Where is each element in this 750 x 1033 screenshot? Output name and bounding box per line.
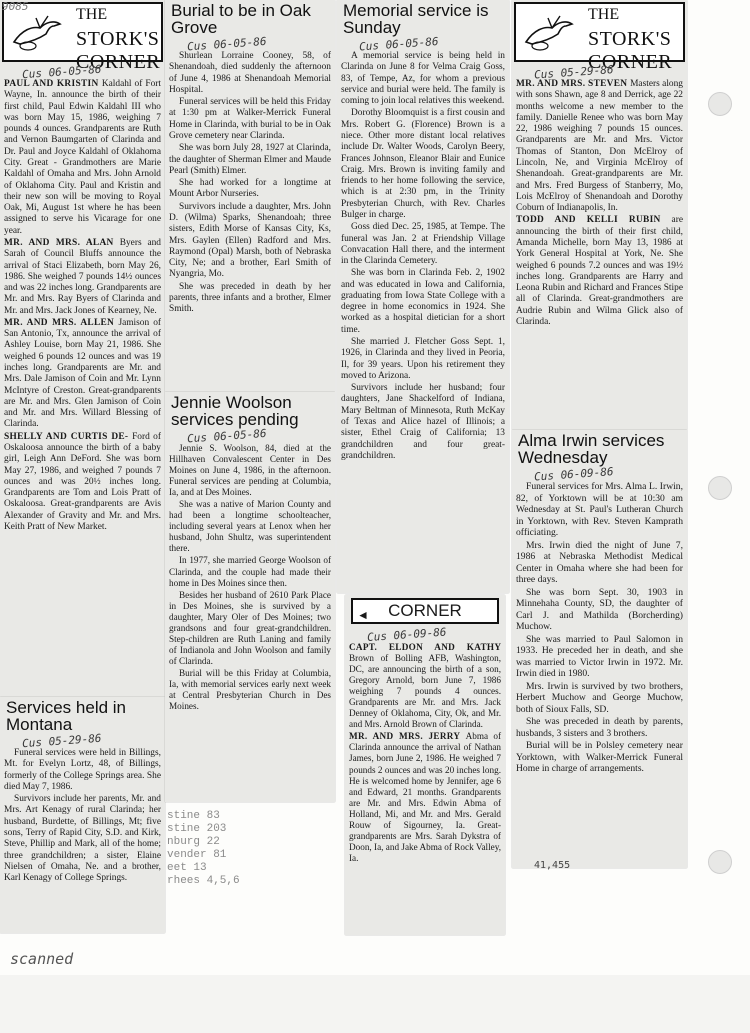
article-paragraph: She was a native of Marion County and had been a longtime schoolteacher, including several years at Lenox when her husband, John Shultz, was superintendent there. (169, 499, 331, 554)
announcement-paragraph (0, 432, 165, 534)
memorial-body (337, 51, 509, 462)
date-stamp: Cus 06-05-86 (186, 426, 267, 446)
corner-announcement-list (345, 642, 505, 864)
article-paragraph: Survivors include her parents, Mr. and Mrs. Art Kenagy of rural Clarinda; her husband, Burdette, of Billings, Mt; five sons, Terry of Rapid City, S.D. and Kirk, Steve, Phillip and Mark, all of the home; three grandchildren; a sister, Elaine Nielsen of Omaha, Ne. and a brother, Karl Kenagy of College Springs. (4, 794, 161, 884)
announcement-paragraph (512, 215, 687, 328)
handwritten-scanned-note: scanned (10, 950, 74, 968)
bleed-line: stine 203 (167, 823, 227, 835)
article-paragraph: Funeral services were held in Billings, Mt. for Evelyn Lortz, 48, of Billings, formerly of the College Springs area. She died May 7, 1986. (4, 748, 161, 792)
storks-corner-clipping-right (512, 0, 687, 430)
article-paragraph: She was born in Clarinda Feb. 2, 1902 and was educated in Iowa and California, graduating from Iowa State College with a degree in home economics in 1924. She worked as a hospital dietician for a short time. (341, 268, 505, 335)
article-paragraph: She was married to Paul Salomon in 1933. He preceded her in death, and she was married to Victor Irwin in 1972. Mr. Irwin died in 1980. (516, 633, 683, 680)
punch-hole (708, 850, 732, 874)
announcement-list (512, 79, 687, 328)
handwritten-number: 9085 (2, 0, 29, 13)
announcement-lead: MR. AND MRS. STEVEN (516, 79, 631, 89)
article-paragraph: Besides her husband of 2610 Park Place in Des Moines, she is survived by a daughter, Mary Oler of Des Moines; two grandsons and four great-grandchildren. Step-children are Ruth Laning and family of Indianola and John Woolson and family of Clarinda. (169, 589, 331, 666)
article-paragraph: She was born July 28, 1927 at Clarinda, the daughter of Sherman Elmer and Maude Pearl (Smith) Elmer. (169, 143, 331, 176)
article-paragraph: Shurlean Lorraine Cooney, 58, of Shenandoah, died suddenly the afternoon of June 4, 1986 at Shenandoah Memorial Hospital. (169, 51, 331, 95)
memorial-headline: Memorial service is Sunday (343, 1, 489, 37)
article-paragraph: She married J. Fletcher Goss Sept. 1, 1926, in Clarinda and they lived in Peoria, Il, for 39 years. Upon his retirement they moved to Arizona. (341, 337, 505, 381)
banner-title-storks-corner: STORK'S CORNER (588, 28, 673, 73)
punch-hole (708, 92, 732, 116)
article-paragraph: Mrs. Irwin is survived by two brothers, Herbert Muchow and George Muchow, both of Sioux Falls, SD. (516, 680, 683, 715)
corner-births-clipping (345, 595, 505, 935)
article-paragraph: Burial will be this Friday at Columbia, Ia, with memorial services early next week at Central Presbyterian Church in Des Moines. (169, 667, 331, 712)
announcement-text: Byers and Sarah of Council Bluffs announce the arrival of Staci Elizabeth, born May 26, 1986. She weighed 7 pounds 14½ ounces and was 22 inches long. Grandparents are Mr. and Mrs. Ray Byers of Clarinda and Mr. and Mrs. Jack Jones of Kearney, Ne. (4, 237, 161, 316)
announcement-lead: SHELLY AND CURTIS DE- (4, 431, 133, 442)
montana-headline: Services held in Montana (6, 698, 127, 734)
oak-grove-body (165, 51, 335, 315)
announcement-text: are announcing the birth of their first child, Amanda Michelle, born May 13, 1986 at York General Hospital at York, Ne. She weighed 6 pounds 7.2 ounces and was 19½ inches long. Grandparents are Harry and Leona Rubin and Richard and Frances Stipe all of Clarinda. Great-grandmothers are Audrie Rubin and Wilma Glick also of Clarinda. (516, 215, 683, 327)
arrow-icon: ◄ (357, 608, 369, 622)
article-paragraph: Funeral services for Mrs. Alma L. Irwin, 82, of Yorktown will be at 10:30 am Wednesday at St. Paul's Lutheran Church in Yorktown, with Rev. Steven Kamprath officiating. (516, 481, 683, 539)
article-paragraph: Mrs. Irwin died the night of June 7, 1986 at Nebraska Methodist Medical Center in Omaha where she had been for three days. (516, 539, 683, 586)
punch-hole (708, 476, 732, 500)
announcement-lead: CAPT. ELDON AND KATHY (349, 642, 501, 652)
stork-icon (10, 12, 64, 52)
date-stamp: Cus 06-09-86 (366, 625, 447, 645)
bleed-line: nburg 22 (167, 836, 220, 848)
irwin-obituary-clipping (512, 430, 687, 868)
announcement-paragraph (345, 642, 505, 730)
announcement-text: Kaldahl of Fort Wayne, In. announce the birth of their first child, Paul Edwin Kaldahl III who was born May 15, 1986, weighing 7 pounds 4 ounces. Grandparents are Ruth and Vernon Baumgarten of Clarinda and Dr. Paul and Joyce Kaldahl of Oklahoma City. Great - Grandmothers are Marie Kaldahl of Omaha and Mrs. John Arnold of Oklahoma City. Paul and Kristin and their new son will be moving to Royal Oak, Mi, August 1st where he has been assigned to serve his Vicarage for one year. (4, 79, 161, 236)
announcement-list (0, 79, 165, 533)
article-paragraph: She was preceded in death by her parents, three infants and a brother, Elmer Smith. (169, 281, 331, 315)
montana-obituary-clipping (0, 697, 165, 933)
announcement-lead: MR. AND MRS. ALAN (4, 237, 120, 248)
oak-grove-headline: Burial to be in Oak Grove (171, 1, 311, 37)
banner-title-storks-corner: STORK'S CORNER (76, 28, 161, 73)
announcement-lead: TODD AND KELLI RUBIN (516, 215, 672, 226)
woolson-headline: Jennie Woolson services pending (171, 393, 299, 429)
woolson-obituary-clipping (165, 392, 335, 802)
date-stamp: Cus 06-05-86 (186, 34, 267, 54)
side-number: 41,455 (534, 860, 571, 871)
article-paragraph: Burial will be in Polsley cemetery near Yorktown, with Walker-Merrick Funeral Home in charge of arrangements. (516, 740, 683, 775)
announcement-text: Jamison of San Antonio, Tx, announce the arrival of Ashley Louise, born May 21, 1986. She weighed 6 pounds 12 ounces and was 19 inches long. Grandparents are Mr. and Mrs. Dale Jamison of Coin and Mr. Lynn McIntyre of Creston. Great-grandparents are Mr. and Mrs. Glen Jamison of Coin and Mr. and Mrs. Willard Blessing of Clarinda. (4, 317, 161, 430)
date-stamp: Cus 06-05-86 (358, 34, 439, 54)
date-stamp: Cus 06-09-86 (533, 465, 614, 484)
announcement-text: Brown of Bolling AFB, Washington, DC, are announcing the birth of a son, Gregory Arnold, born June 7, 1986 weighing 7 pounds 4 ounces. Grandparents are Mr. and Mrs. Jack Denney of Oklahoma, City, Ok, and Mr. and Mrs. Arnold Brown of Clarinda. (349, 653, 501, 730)
article-paragraph: Funeral services will be held this Friday at 1:30 pm at Walker-Merrick Funeral Home in Clarinda, with burial to be in Oak Grove cemetery near Clarinda. (169, 97, 331, 141)
article-paragraph: She was preceded in death by parents, husbands, 3 sisters and 3 brothers. (516, 716, 683, 739)
date-stamp: Cus 05-29-86 (533, 63, 614, 82)
bleed-line: eet 13 (167, 862, 207, 874)
oak-grove-obituary-clipping (165, 0, 335, 392)
announcement-paragraph (0, 318, 165, 431)
bleed-line: stine 83 (167, 810, 220, 822)
announcement-paragraph (512, 79, 687, 214)
bleed-line: rhees 4,5,6 (167, 875, 240, 887)
irwin-body (512, 481, 687, 775)
bleed-through-text (167, 810, 327, 888)
article-paragraph: Survivors include her husband; four daughters, Jane Shackelford of Indiana, Mary Beltman of Minnesota, Ruth McKay of Texas and Alice hazel of Illinois; a sister, Ethel Craig of California; 13 grandchildren and four great-grandchildren. (341, 383, 505, 461)
article-paragraph: She had worked for a longtime at Mount Arbor Nurseries. (169, 178, 331, 200)
announcement-paragraph (0, 79, 165, 237)
article-paragraph: Survivors include a daughter, Mrs. John D. (Wilma) Sparks, Shenandoah; three sisters, Edith Morse of Kansas City, Ks, Mrs. Gaylen (Ellen) Radford and Mrs. Raymond (Opal) Marsh, both of Nebraska City, Ne; and a brother, Earl Smith of Nyangria, Mo. (169, 201, 331, 280)
date-stamp: Cus 05-29-86 (21, 731, 102, 751)
memorial-service-clipping (337, 0, 509, 593)
montana-body (0, 748, 165, 884)
announcement-paragraph (345, 731, 505, 864)
article-paragraph: A memorial service is being held in Clarinda on June 8 for Velma Craig Goss, 83, of Tempe, Az, for whom a previous service and burial were held. The family is coming to join local relatives this weekend. (341, 51, 505, 107)
article-paragraph: Dorothy Bloomquist is a first cousin and Mrs. Robert G. (Florence) Brown is a niece. Other more distant local relatives include Dr. Walter Woods, Carolyn Beery, Frances Johnson, Eleanor Blair and Eunice Craig. Mrs. Brown is inviting family and friends to her home following the service, which is at 2:30 pm, in the Trinity Presbyterian Church, with Rev. Charles Bulger in charge. (341, 108, 505, 220)
article-paragraph: Goss died Dec. 25, 1985, at Tempe. The funeral was Jan. 2 at Friendship Village Convacation Hall there, and the interment in the Clarinda Cemetery. (341, 222, 505, 267)
storks-corner-clipping-left (0, 0, 165, 697)
announcement-lead: PAUL AND KRISTIN (4, 79, 102, 89)
corner-banner-title: CORNER (388, 601, 462, 620)
banner-title-the: THE (76, 6, 108, 23)
banner-title-the: THE (588, 6, 620, 23)
woolson-body (165, 443, 335, 712)
announcement-text: Abma of Clarinda announce the arrival of Nathan James, born June 2, 1986. He weighed 7 pounds 2 ounces and was 20 inches long. He is welcomed home by Jennifer, age 6 and Edward, 21 months. Grandparents are Mr. and Mrs. Edwin Abma of Holland, Mi, and Mr. and Mrs. Gerald Rouw of Sigourney, Ia. Great-grandparents are Mrs. Sarah Dykstra of Doon, Ia, and Jake Abma of Rock Valley, Ia. (349, 731, 502, 863)
corner-banner (351, 598, 499, 624)
irwin-headline: Alma Irwin services Wednesday (518, 431, 665, 467)
article-paragraph: Jennie S. Woolson, 84, died at the Hillhaven Convalescent Center in Des Moines on June 4, 1986, in the afternoon. Funeral services are pending at Columbia, Ia, and at Des Moines. (169, 443, 331, 498)
stork-icon (522, 12, 576, 52)
announcement-lead: MR. AND MRS. ALLEN (4, 317, 119, 328)
announcement-lead: MR. AND MRS. JERRY (349, 731, 466, 742)
announcement-paragraph (0, 238, 165, 317)
article-paragraph: She was born Sept. 30, 1903 in Minnehaha County, SD, the daughter of Carl J. and Mathilda (Borcherding) Muchow. (516, 586, 683, 633)
announcement-text: Masters along with sons Shawn, age 8 and Derrick, age 22 months welcome a new member to the family. Danielle Renee who was born May 22, 1986 weighing 7 pounds 15 ounces. Grandparents are Mr. and Mrs. Victor Thomas of Stanton, Don McElroy of Lincoln, Ne, and Virginia McElroy of Shenandoah. Great-grandparents are Mr. and Mrs. Fred Burgess of Stanberry, Mo, Lois McElroy of Shenandoah and Dorothy Coburn of Indianapolis, In. (516, 79, 683, 214)
bleed-line: vender 81 (167, 849, 227, 861)
date-stamp: Cus 06-05-86 (21, 62, 102, 82)
article-paragraph: In 1977, she married George Woolson of Clarinda, and the couple had made their home in Des Moines since then. (169, 555, 331, 588)
announcement-text: Ford of Oskaloosa announce the birth of a baby girl, Leigh Ann DeFord. She was born May 27, 1986, and weighed 7 pounds 7 ounces and was 20½ inches long. Grandparents are Tom and Lois Pratt of Oskaloosa. Great-grandparents are Avis Alexander of Gravity and Mr. and Mrs. Keith Pratt of New Market. (4, 431, 161, 532)
